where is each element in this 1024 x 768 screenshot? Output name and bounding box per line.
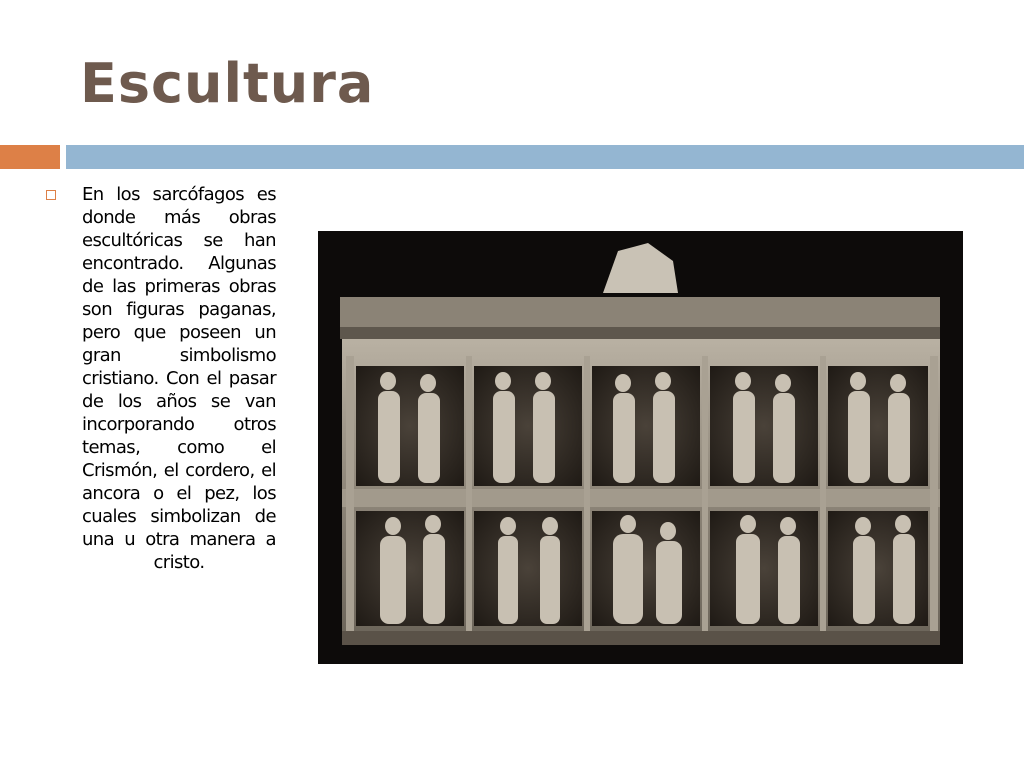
- square-bullet-icon: [46, 190, 56, 200]
- body-paragraph: En los sarcófagos es donde más obras escultóricas se han encontrado. Algunas de las primeras obras son figuras paganas, pero que poseen un gran simbolismo cristiano. Con el pasar de los años se van incorporando otros temas, como el Crismón, el cordero, el ancora o el pez, los cuales simbolizan de una u otra manera a cristo.: [82, 184, 276, 573]
- accent-bar-blue: [66, 145, 1024, 169]
- slide-title: Escultura: [80, 52, 375, 115]
- sarcophagus-image: [318, 231, 963, 664]
- accent-bar-orange: [0, 145, 60, 169]
- upper-register: [356, 366, 928, 486]
